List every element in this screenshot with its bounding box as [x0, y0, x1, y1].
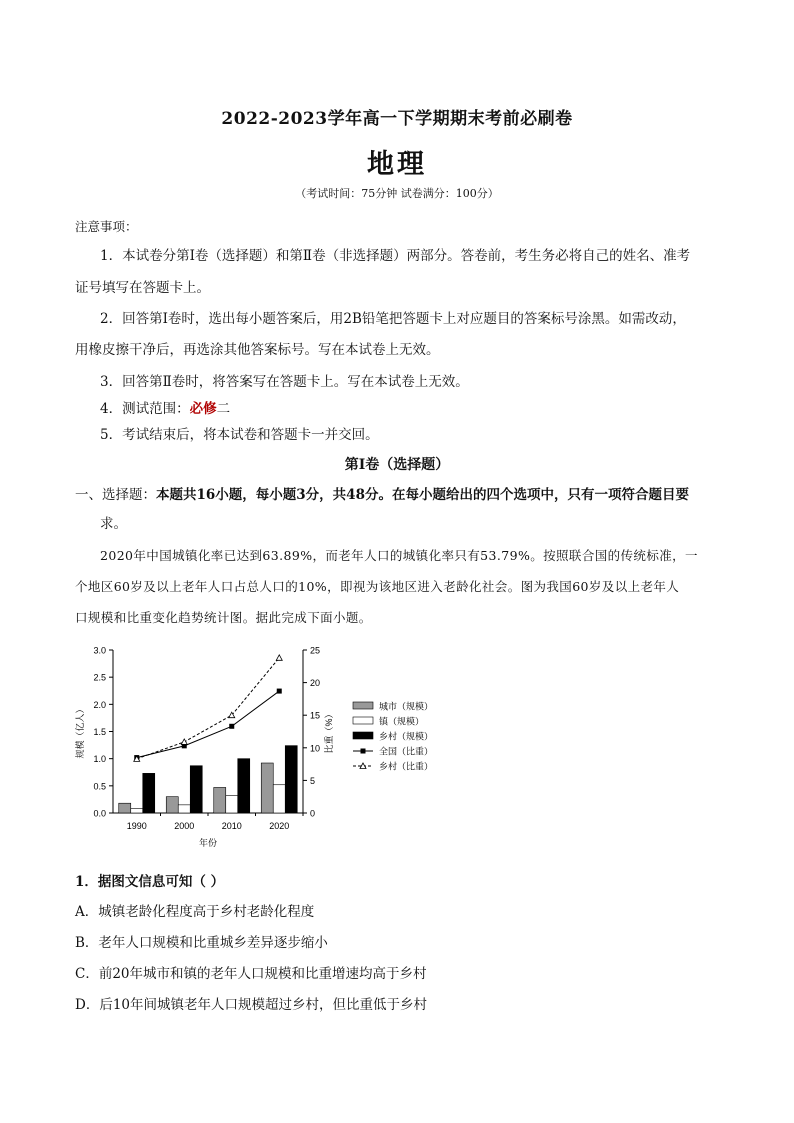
point — [276, 655, 282, 661]
y-left-tick-label: 1.5 — [93, 727, 106, 737]
legend-label: 城市（规模） — [379, 701, 434, 712]
legend-label: 全国（比重） — [379, 746, 434, 757]
exam-title: 2022-2023学年高一下学期期末考前必刷卷 — [221, 109, 573, 129]
legend-swatch — [353, 702, 373, 709]
y-left-tick-label: 0.0 — [93, 808, 106, 819]
notice-item-1-line-1: 1．本试卷分第Ⅰ卷（选择题）和第Ⅱ卷（非选择题）两部分。答卷前，考生务必将自己的姓名、准考 — [100, 248, 691, 264]
instr-prefix: 一、选择题： — [75, 487, 156, 503]
notice-item-2-line-1: 2．回答第Ⅰ卷时，选出每小题答案后，用2B铅笔把答题卡上对应题目的答案标号涂黑。如需改动， — [100, 311, 686, 327]
legend-label: 乡村（规模） — [379, 731, 434, 742]
notice-item-5: 5．考试结束后，将本试卷和答题卡一并交回。 — [100, 427, 379, 443]
section-title: 第Ⅰ卷（选择题） — [344, 457, 450, 473]
section-instructions — [75, 485, 689, 505]
exam-info: （考试时间：75分钟 试卷满分：100分） — [295, 187, 499, 200]
notice-item-1-line-2: 证号填写在答题卡上。 — [75, 280, 210, 296]
bar — [214, 787, 226, 813]
notice-item-4-prefix: 4．测试范围： — [100, 401, 190, 417]
y-right-tick-label: 10 — [310, 743, 321, 754]
bar — [178, 805, 190, 813]
y-left-tick-label: 3.0 — [93, 645, 106, 656]
y-left-tick-label: 2.5 — [93, 672, 106, 683]
y-left-tick-label: 2.0 — [93, 699, 106, 710]
option-c: C．前20年城市和镇的老年人口规模和比重增速均高于乡村 — [75, 966, 427, 982]
bar — [190, 766, 202, 813]
y-right-tick-label: 5 — [310, 775, 316, 786]
passage-line-2: 个地区60岁及以上老年人口占总人口的10%，即视为该地区进入老龄化社会。图为我国60岁及以上老年人 — [75, 579, 680, 594]
y-right-tick-label: 20 — [310, 678, 321, 689]
bar — [131, 809, 143, 813]
point — [181, 739, 187, 745]
y-left-tick-label: 0.5 — [93, 781, 106, 792]
bar — [238, 759, 250, 813]
bar — [226, 796, 238, 813]
y-right-axis-label: 比重（%） — [324, 709, 334, 754]
y-left-axis-label: 规模（亿人） — [75, 704, 85, 759]
question-1-stem: 1．据图文信息可知（ ） — [75, 874, 225, 890]
option-d: D．后10年间城镇老年人口规模超过乡村，但比重低于乡村 — [75, 997, 428, 1013]
x-tick-label: 2010 — [221, 821, 242, 831]
passage-line-1: 2020年中国城镇化率已达到63.89%，而老年人口的城镇化率只有53.79%。按照联合国的传统标准，一 — [100, 548, 698, 563]
test-scope-highlight: 必修 — [189, 401, 217, 417]
y-right-tick-label: 0 — [310, 808, 316, 819]
option-b: B．老年人口规模和比重城乡差异逐步缩小 — [75, 935, 328, 951]
notice-heading: 注意事项： — [75, 219, 138, 234]
x-tick-label: 1990 — [126, 821, 147, 831]
bar — [119, 803, 131, 813]
y-right-tick-label: 25 — [310, 645, 321, 656]
x-tick-label: 2020 — [269, 821, 290, 831]
notice-item-3: 3．回答第Ⅱ卷时，将答案写在答题卡上。写在本试卷上无效。 — [100, 374, 469, 390]
notice-item-4 — [100, 399, 230, 419]
y-right-tick-label: 15 — [310, 710, 321, 721]
bar — [261, 763, 273, 813]
legend-label: 乡村（比重） — [379, 761, 434, 772]
passage-line-3: 口规模和比重变化趋势统计图。据此完成下面小题。 — [75, 610, 372, 625]
notice-item-2-line-2: 用橡皮擦干净后，再选涂其他答案标号。写在本试卷上无效。 — [75, 342, 440, 358]
notice-item-4-suffix: 二 — [216, 401, 231, 417]
subject-title: 地理 — [367, 149, 427, 180]
legend-marker — [361, 749, 366, 754]
x-axis-label: 年份 — [198, 838, 218, 848]
option-a: A．城镇老龄化程度高于乡村老龄化程度 — [75, 904, 315, 920]
point — [229, 724, 234, 729]
x-tick-label: 2000 — [174, 821, 195, 831]
legend-swatch — [353, 732, 373, 739]
bar — [273, 785, 285, 813]
legend-swatch — [353, 717, 373, 724]
series-line — [137, 658, 280, 759]
bar — [285, 746, 297, 813]
bar — [166, 797, 178, 813]
population-chart — [70, 640, 490, 860]
instr-bold: 本题共16小题，每小题3分，共48分。在每小题给出的四个选项中，只有一项符合题目要 — [156, 487, 689, 503]
legend-label: 镇（规模） — [379, 716, 425, 727]
point — [277, 689, 282, 694]
series-line — [137, 691, 280, 758]
section-instructions-line-2: 求。 — [100, 516, 127, 532]
y-left-tick-label: 1.0 — [93, 754, 106, 765]
bar — [143, 773, 155, 813]
